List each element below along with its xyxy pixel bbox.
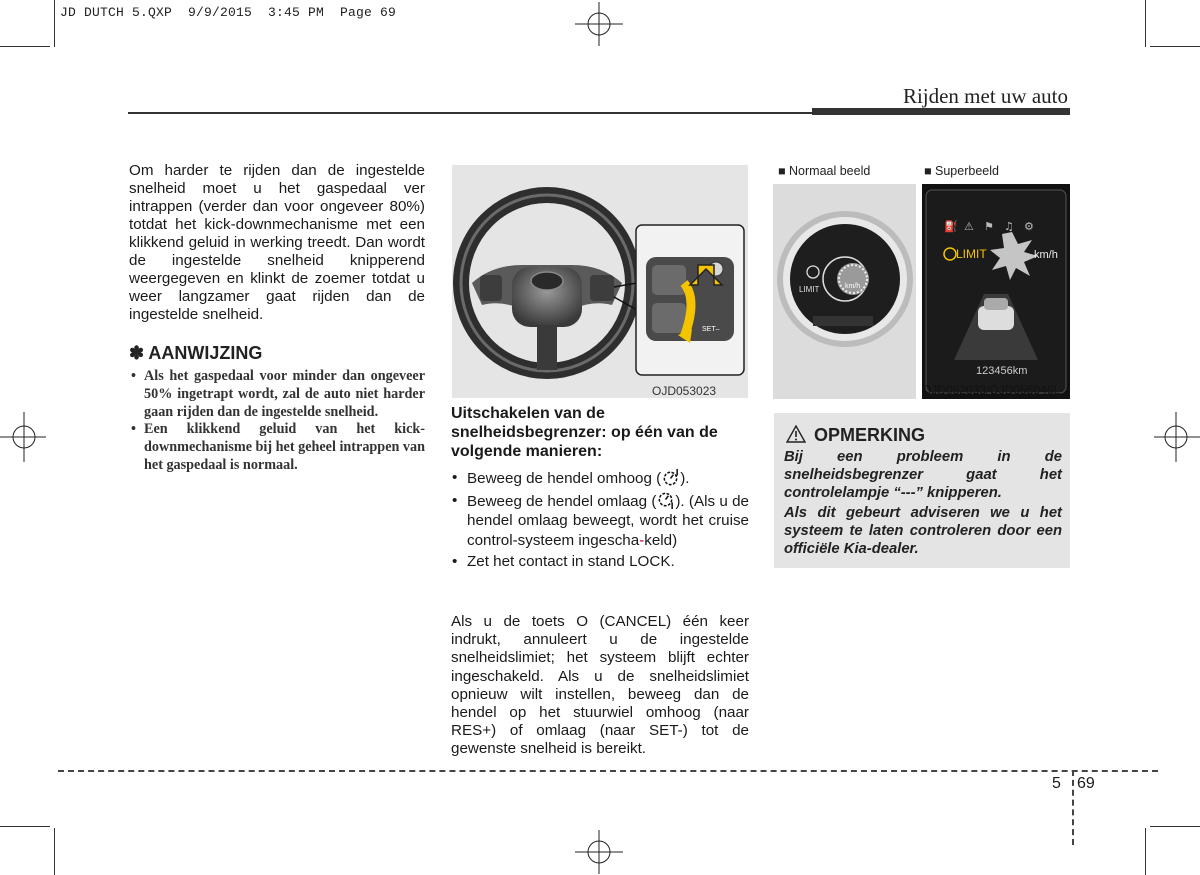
figure-code: OJD052033/OJD055046L xyxy=(922,383,1061,397)
crop-mark xyxy=(1150,826,1200,827)
crop-mark xyxy=(54,0,55,47)
cancel-paragraph: Als u de toets O (CANCEL) één keer indrukt, annuleert u de ingestelde snelheidslimiet; het systeem blijft echter ingeschakeld. Als u de snelheidslimiet opnieuw wilt instellen, beweeg dan de hendel op het stuurwiel omhoog (naar RES+) of omlaag (naar SET-) tot de gewenste snelheid is bereikt. xyxy=(451,613,749,758)
section-title: Rijden met uw auto xyxy=(902,84,1068,108)
figure-label: ■ Superbeeld xyxy=(924,164,999,178)
note-list xyxy=(129,368,425,475)
svg-text:♫: ♫ xyxy=(1004,220,1014,233)
instruction-item xyxy=(451,468,749,489)
svg-text:⚙: ⚙ xyxy=(1024,220,1034,233)
note-item: • Een klikkend geluid van het kick-downmechanisme bij het geheel intrappen van het gaspedaal is normaal. xyxy=(129,421,425,474)
instruction-item: • Zet het contact in stand LOCK. xyxy=(451,552,749,572)
registration-mark-icon xyxy=(575,830,623,874)
odometer-text: 123456km xyxy=(976,365,1028,377)
instruction-text: Beweeg de hendel omhoog ( xyxy=(467,470,662,487)
figure-label: ■ Normaal beeld xyxy=(778,164,871,178)
unit-text: km/h xyxy=(845,283,861,290)
instruction-text: ). xyxy=(680,470,690,487)
instruction-list xyxy=(451,468,749,574)
crop-mark xyxy=(0,46,50,47)
instruction-text: keld) xyxy=(644,531,678,549)
crop-mark xyxy=(1145,828,1146,875)
normal-cluster-figure xyxy=(773,184,916,399)
instruction-text: Beweeg de hendel omlaag ( xyxy=(467,492,657,510)
crop-mark xyxy=(1150,46,1200,47)
footer-divider xyxy=(1072,770,1074,845)
header-rule xyxy=(128,112,813,114)
warning-triangle-icon xyxy=(786,425,806,443)
super-cluster-display xyxy=(922,184,1070,399)
footer-rule xyxy=(58,770,1158,772)
instruction-text: ). (Als u de hendel omlaag beweegt, wordt het cruise control-systeem ingescha xyxy=(467,492,749,549)
warning-paragraph: Als dit gebeurt adviseren we u het systeem te laten controleren door een officiële Kia-dealer. xyxy=(784,505,1062,557)
svg-text:⛽: ⛽ xyxy=(944,220,958,233)
chapter-number: 5 xyxy=(1052,775,1061,792)
registration-mark-icon xyxy=(1154,412,1200,462)
header-rule-thick xyxy=(812,108,1070,115)
speed-limiter-up-icon xyxy=(661,468,680,487)
warning-paragraph: Bij een probleem in de snelheidsbegrenzer gaat het controlelampje “---” knipperen. xyxy=(784,449,1062,501)
speed-limiter-down-icon xyxy=(656,491,675,510)
warning-heading: OPMERKING xyxy=(814,425,926,445)
svg-text:⚑: ⚑ xyxy=(984,220,994,233)
instruction-heading: Uitschakelen van de snelheidsbegrenzer: op één van de volgende manieren: xyxy=(451,405,718,460)
set-label: SET– xyxy=(702,326,720,333)
note-heading: ✽ AANWIJZING xyxy=(129,343,263,363)
registration-mark-icon xyxy=(0,412,46,462)
speed-limit-gauge-icon xyxy=(773,184,916,399)
note-item: • Als het gaspedaal voor minder dan ongeveer 50% ingetrapt wordt, zal de auto niet harder gaan rijden dan de ingestelde snelheid. xyxy=(129,368,425,421)
figure-code: OJD053023 xyxy=(652,384,717,398)
crop-mark xyxy=(54,828,55,875)
page-number: 69 xyxy=(1077,775,1095,792)
crop-mark xyxy=(0,826,50,827)
super-cluster-figure xyxy=(922,184,1070,399)
unit-text: km/h xyxy=(1034,249,1058,261)
registration-mark-icon xyxy=(575,2,623,46)
limit-text: LIMIT xyxy=(956,247,987,261)
crop-mark xyxy=(1145,0,1146,47)
hyphen-mark: - xyxy=(639,531,645,549)
steering-wheel-figure xyxy=(452,165,748,398)
svg-text:⚠: ⚠ xyxy=(964,220,974,233)
instruction-item xyxy=(451,491,749,551)
body-paragraph: Om harder te rijden dan de ingestelde snelheid moet u het gaspedaal ver intrappen (verder dan voor ongeveer 80%) totdat het kick-downmechanisme met een klikkend geluid in werking treedt. Dan wordt de ingestelde snelheid knipperend weergegeven en klinkt de zoemer totdat u weer langzamer gaat rijden dan de ingestelde snelheid. xyxy=(129,162,425,323)
steering-wheel-icon xyxy=(452,165,748,398)
print-slug: JD DUTCH 5.QXP 9/9/2015 3:45 PM Page 69 xyxy=(60,5,397,20)
limit-text: LIMIT xyxy=(799,285,820,294)
